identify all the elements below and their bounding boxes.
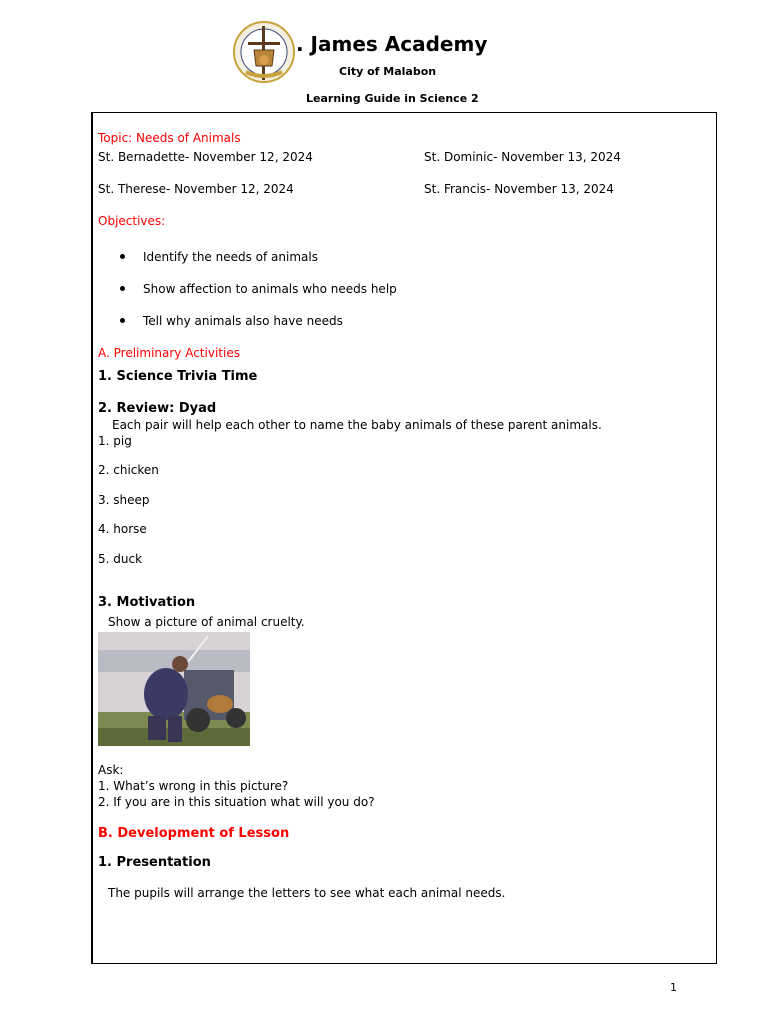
guide-title: Learning Guide in Science 2 — [306, 92, 479, 105]
preliminary-heading: A. Preliminary Activities — [98, 346, 240, 360]
bullet-icon — [120, 286, 125, 291]
topic: Topic: Needs of Animals — [98, 131, 241, 145]
bullet-icon — [120, 254, 125, 259]
city-name: City of Malabon — [339, 65, 437, 78]
review-instruction: Each pair will help each other to name the baby animals of these parent animals. — [112, 418, 602, 432]
objective-item: Tell why animals also have needs — [143, 314, 343, 328]
motivation-instruction: Show a picture of animal cruelty. — [108, 615, 305, 629]
animal-item: 4. horse — [98, 522, 147, 536]
schedule-francis: St. Francis- November 13, 2024 — [424, 182, 614, 196]
animal-item: 1. pig — [98, 434, 132, 448]
school-name: . James Academy — [296, 32, 488, 56]
animal-cruelty-photo — [98, 632, 250, 746]
objectives-heading: Objectives: — [98, 214, 166, 228]
animal-item: 2. chicken — [98, 463, 159, 477]
schedule-dominic: St. Dominic- November 13, 2024 — [424, 150, 621, 164]
bullet-icon — [120, 318, 125, 323]
schedule-bernadette: St. Bernadette- November 12, 2024 — [98, 150, 313, 164]
question-item: 2. If you are in this situation what will you do? — [98, 795, 375, 809]
development-heading: B. Development of Lesson — [98, 826, 290, 841]
school-seal-logo — [232, 20, 296, 84]
presentation-text: The pupils will arrange the letters to see what each animal needs. — [108, 886, 506, 900]
schedule-therese: St. Therese- November 12, 2024 — [98, 182, 294, 196]
animal-item: 3. sheep — [98, 493, 150, 507]
objective-item: Show affection to animals who needs help — [143, 282, 397, 296]
presentation-title: 1. Presentation — [98, 855, 211, 870]
ask-label: Ask: — [98, 763, 124, 777]
page-number: 1 — [670, 981, 677, 994]
review-title: 2. Review: Dyad — [98, 401, 217, 416]
trivia-title: 1. Science Trivia Time — [98, 369, 258, 384]
objective-item: Identify the needs of animals — [143, 250, 318, 264]
question-item: 1. What’s wrong in this picture? — [98, 779, 289, 793]
animal-item: 5. duck — [98, 552, 143, 566]
motivation-title: 3. Motivation — [98, 595, 196, 610]
